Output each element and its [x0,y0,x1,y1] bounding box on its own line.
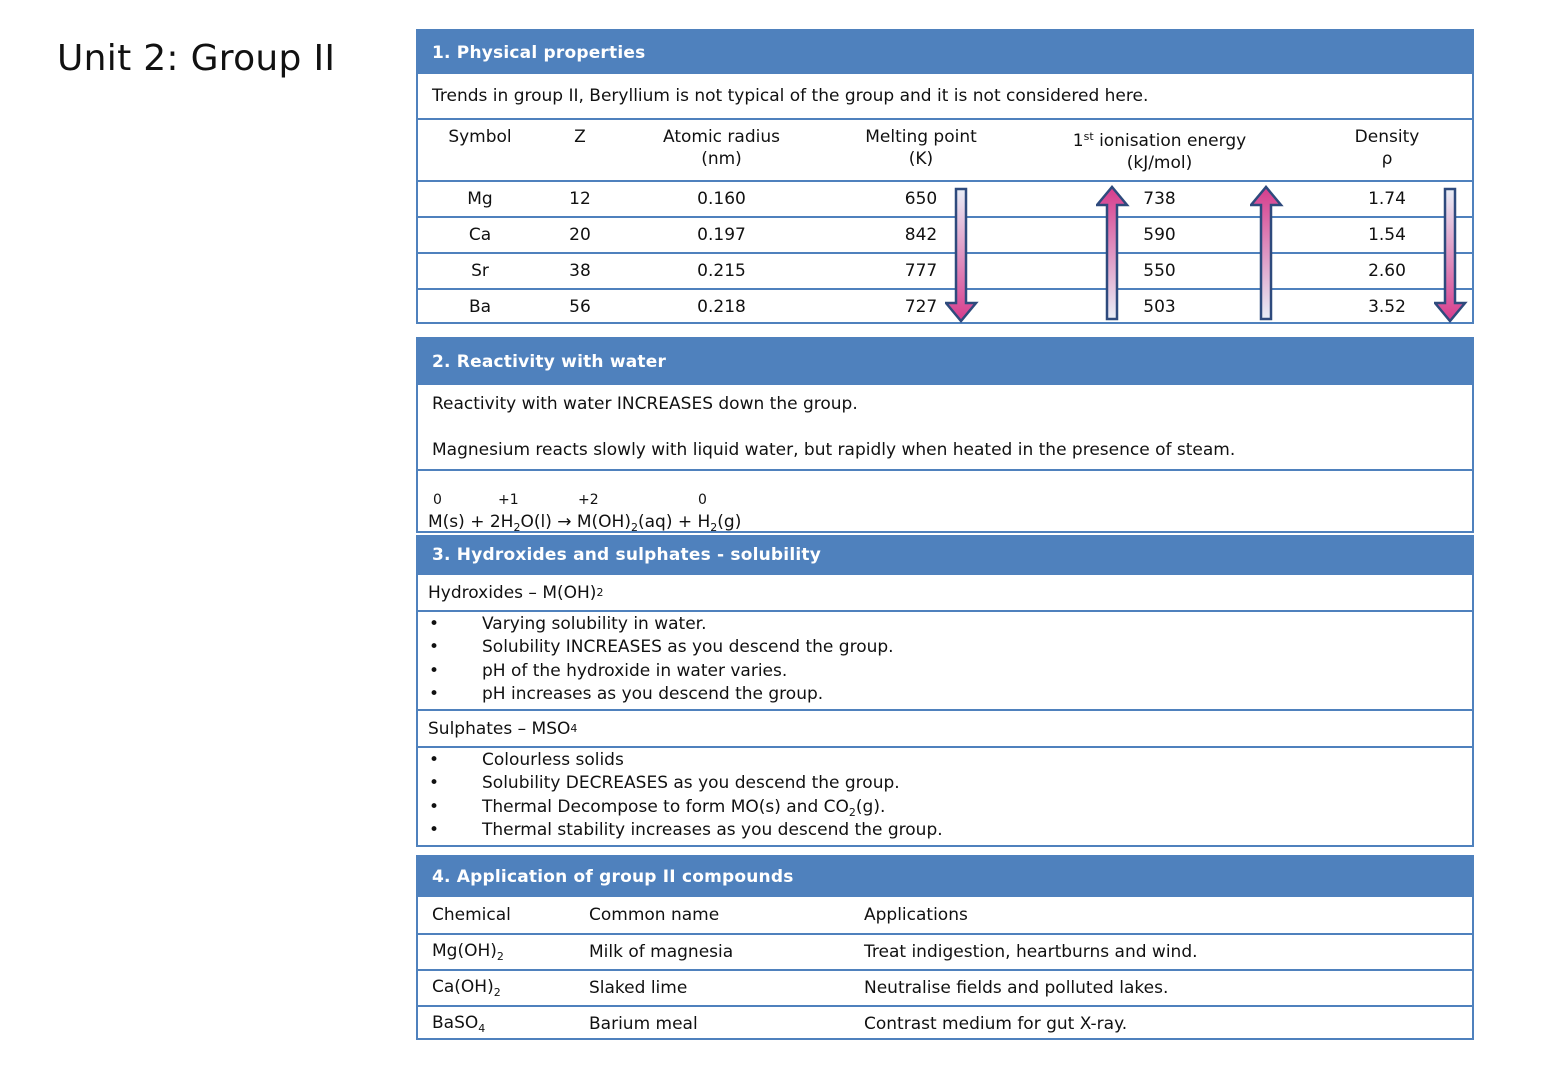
bullet-icon: • [429,683,440,704]
solubility-panel [416,535,1474,847]
cell-density: 1.54 [1368,225,1406,245]
ox-state: 0 [433,492,442,508]
reaction-equation [428,512,741,534]
cell-mp: 777 [904,261,938,281]
sulphates-label: Sulphates – MSO [428,718,571,739]
cell-density: 1.74 [1368,189,1406,209]
cell-common-name: Barium meal [589,1014,698,1034]
hydroxides-sub: 2 [596,586,604,599]
eq-part: M(s) + 2H [428,512,514,532]
list-item [418,819,1472,842]
col-atomic-radius [618,126,825,170]
ie-text: ionisation energy [1093,131,1247,151]
col-ie-unit: (kJ/mol) [1126,153,1193,173]
hydroxides-heading [418,573,1472,610]
bullet-icon: • [429,637,440,658]
cell-application: Treat indigestion, heartburns and wind. [864,942,1198,962]
list-item [418,660,1472,683]
ox-state: +2 [578,492,599,508]
section-intro [418,74,1472,118]
ie-num: 1 [1072,131,1084,151]
col-mp-label: Melting point [865,127,977,147]
list-item-text: Thermal stability increases as you descend the group. [482,819,943,840]
cell-radius: 0.197 [697,225,746,245]
section-header: 1. Physical properties [418,31,1472,74]
equation-area [418,469,1472,534]
chem-sub: 4 [478,1022,486,1035]
hydroxides-label: Hydroxides – M(OH) [428,582,597,603]
intro-text: Trends in group II, Beryllium is not typical of the group and it is not considered here. [432,86,1149,106]
table-row [418,969,1472,1005]
ox-state: 0 [698,492,707,508]
cell-ie: 738 [1143,189,1176,209]
col-applications: Applications [864,905,968,925]
table-header [418,897,1472,933]
col-z: Z [574,127,586,147]
col-radius-unit: (nm) [701,149,742,169]
chem-sub: 2 [493,986,501,999]
list-item-text: pH of the hydroxide in water varies. [482,660,788,681]
cell-radius: 0.218 [697,297,746,317]
col-melting-point [825,126,1017,170]
eq-part: (aq) + H [637,512,711,532]
ox-state: +1 [498,492,519,508]
cell-mp: 842 [904,225,938,245]
cell-common-name: Slaked lime [589,978,688,998]
cell-z: 56 [569,297,591,317]
cell-application: Contrast medium for gut X-ray. [864,1014,1128,1034]
physical-properties-panel [416,29,1474,324]
cell-radius: 0.160 [697,189,746,209]
bullet-icon: • [429,614,440,634]
applications-panel [416,855,1474,1040]
cell-symbol: Ca [468,225,492,245]
col-chemical: Chemical [432,905,511,925]
cell-mp: 727 [904,297,938,317]
chem-formula: BaSO [432,1013,479,1033]
eq-part: (g) [717,512,742,532]
col-density [1302,126,1472,170]
list-item-text: Solubility DECREASES as you descend the group. [482,773,900,794]
cell-application: Neutralise fields and polluted lakes. [864,978,1169,998]
cell-chemical [432,1013,589,1035]
eq-sub: 2 [710,521,718,534]
cell-z: 38 [569,261,591,281]
cell-common-name: Milk of magnesia [589,942,734,962]
bullet-icon: • [429,796,440,817]
bullet-icon: • [429,750,440,770]
ie-sup: st [1083,130,1094,143]
list-item [418,796,1472,819]
bullet-icon: • [429,773,440,794]
cell-chemical [432,977,589,999]
col-common-name: Common name [589,905,720,925]
col-symbol: Symbol [448,127,512,147]
col-ionisation-energy [1017,126,1302,174]
cell-ie: 550 [1143,261,1176,281]
list-item [418,636,1472,659]
reactivity-line-2: Magnesium reacts slowly with liquid water, but rapidly when heated in the presence of steam. [432,440,1236,460]
list-item-text: Thermal Decompose to form MO(s) and CO [482,796,849,817]
bullet-icon: • [429,660,440,681]
list-item-text: Solubility INCREASES as you descend the group. [482,637,894,658]
col-density-label: Density [1354,127,1420,147]
list-item [418,683,1472,706]
section-header: 4. Application of group II compounds [418,857,1472,897]
cell-density: 3.52 [1368,297,1406,317]
list-item [418,749,1472,772]
table-row [418,933,1472,969]
cell-symbol: Mg [467,189,493,209]
sulphates-heading [418,709,1472,746]
cell-ie: 590 [1143,225,1176,245]
cell-symbol: Sr [471,261,489,281]
density-down-arrow-icon [1434,183,1468,323]
sulphates-list [418,746,1472,847]
list-item-text: (g). [855,796,886,817]
list-item [418,613,1472,636]
reactivity-line-1: Reactivity with water INCREASES down the group. [432,394,858,414]
table-row [418,1005,1472,1041]
col-ie-label [1017,126,1302,152]
col-density-symbol: ρ [1381,149,1393,169]
list-item-sub: 2 [848,805,856,819]
chem-sub: 2 [496,950,504,963]
chem-formula: Mg(OH) [432,941,497,961]
chem-formula: Ca(OH) [432,977,494,997]
eq-part: O(l) → M(OH) [520,512,631,532]
melting-point-down-arrow-icon [945,183,979,323]
cell-density: 2.60 [1368,261,1406,281]
cell-radius: 0.215 [697,261,746,281]
cell-z: 20 [569,225,591,245]
cell-ie: 503 [1143,297,1176,317]
cell-z: 12 [569,189,591,209]
cell-chemical [432,941,589,963]
section-header: 2. Reactivity with water [418,339,1472,385]
bullet-icon: • [429,819,440,840]
list-item-text: pH increases as you descend the group. [482,683,824,704]
table-header [418,118,1472,180]
col-radius-label: Atomic radius [663,127,780,147]
section-header: 3. Hydroxides and sulphates - solubility [418,537,1472,573]
list-item-text: Varying solubility in water. [482,614,707,634]
cell-mp: 650 [904,189,938,209]
cell-symbol: Ba [468,297,492,317]
list-item-text: Colourless solids [482,750,624,770]
hydroxides-list [418,610,1472,709]
ionisation-energy-up-arrow-icon [1096,183,1130,323]
eq-sub: 2 [630,521,638,534]
list-item [418,772,1472,795]
sulphates-sub: 4 [570,722,578,735]
ionisation-energy-up-arrow-icon [1250,183,1284,323]
page-title: Unit 2: Group II [57,38,336,79]
reactivity-panel [416,337,1474,533]
eq-sub: 2 [513,521,521,534]
col-mp-unit: (K) [908,149,934,169]
